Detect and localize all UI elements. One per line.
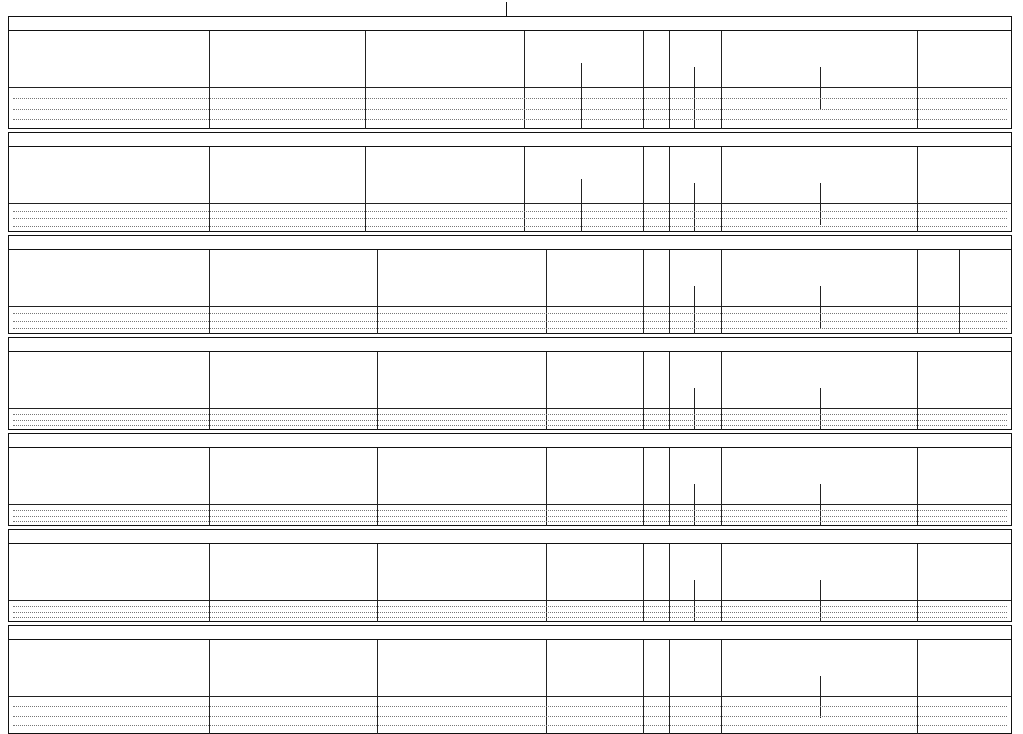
column-rule [209,544,210,622]
column-rule [721,147,722,232]
entry-line[interactable] [13,119,1007,120]
column-rule [721,352,722,430]
header-separator [9,504,1011,505]
column-rule [721,31,722,129]
column-rule [209,31,210,129]
column-rule [643,352,644,430]
entry-line[interactable] [13,226,1007,227]
section-b11 [8,529,1012,622]
section-b7 [8,132,1012,232]
column-rule [365,147,366,232]
entry-line[interactable] [13,211,1007,212]
column-rule [546,448,547,526]
medal-split [820,676,821,718]
section-header [9,434,1011,448]
column-rule [669,640,670,734]
entry-line[interactable] [13,516,1007,517]
entry-line[interactable] [13,706,1007,707]
section-b8 [8,235,1012,334]
header-separator [9,696,1011,697]
column-rule [365,31,366,129]
entry-line[interactable] [13,612,1007,613]
column-rule [643,544,644,622]
section-header [9,17,1011,31]
column-rule [669,544,670,622]
column-rule [917,352,918,430]
column-rule [209,147,210,232]
column-rule [643,640,644,734]
column-rule [643,31,644,129]
column-rule [377,448,378,526]
column-rule [669,147,670,232]
yes-no-split [694,388,695,430]
column-rule [917,448,918,526]
entry-line[interactable] [13,606,1007,607]
column-rule [546,352,547,430]
column-rule [524,147,525,232]
column-rule [546,544,547,622]
header-separator [9,600,1011,601]
column-rule [209,448,210,526]
transported-split [581,179,582,232]
column-rule [643,448,644,526]
column-rule [721,544,722,622]
section-b6 [8,16,1012,129]
entry-line[interactable] [13,521,1007,522]
entry-line[interactable] [13,109,1007,110]
entry-line[interactable] [13,617,1007,618]
section-header [9,338,1011,352]
section-header [9,236,1011,250]
header-separator [9,203,1011,204]
entry-line[interactable] [13,414,1007,415]
section-b12 [8,625,1012,734]
entry-line[interactable] [13,716,1007,717]
entry-line[interactable] [13,425,1007,426]
yes-no-split [694,580,695,622]
column-rule [643,147,644,232]
column-rule [209,352,210,430]
yes-no-split [694,286,695,334]
column-rule [377,352,378,430]
binding-mark [506,2,507,16]
section-header [9,626,1011,640]
entry-line[interactable] [13,328,1007,329]
medal-split [820,67,821,109]
column-rule [917,147,918,232]
medal-split [820,484,821,526]
section-b10 [8,433,1012,526]
column-rule [377,544,378,622]
column-rule [524,31,525,129]
header-separator [9,306,1011,307]
medal-split [820,388,821,430]
entry-line[interactable] [13,313,1007,314]
yes-no-split [694,183,695,232]
column-rule [917,31,918,129]
column-rule [209,640,210,734]
column-rule [721,640,722,734]
entry-line[interactable] [13,420,1007,421]
column-rule [721,448,722,526]
yes-no-split [694,484,695,526]
section-header [9,133,1011,147]
medal-split [820,580,821,622]
entry-line[interactable] [13,510,1007,511]
entry-line[interactable] [13,218,1007,219]
entry-line[interactable] [13,725,1007,726]
column-rule [669,352,670,430]
column-rule [669,31,670,129]
column-rule [546,640,547,734]
section-b9 [8,337,1012,430]
column-rule [917,544,918,622]
column-rule [377,640,378,734]
resistance-helpers-form [8,0,1012,734]
entry-line[interactable] [13,98,1007,99]
section-header [9,530,1011,544]
column-rule [917,640,918,734]
column-rule [669,448,670,526]
header-separator [9,408,1011,409]
entry-line[interactable] [13,321,1007,322]
header-separator [9,87,1011,88]
